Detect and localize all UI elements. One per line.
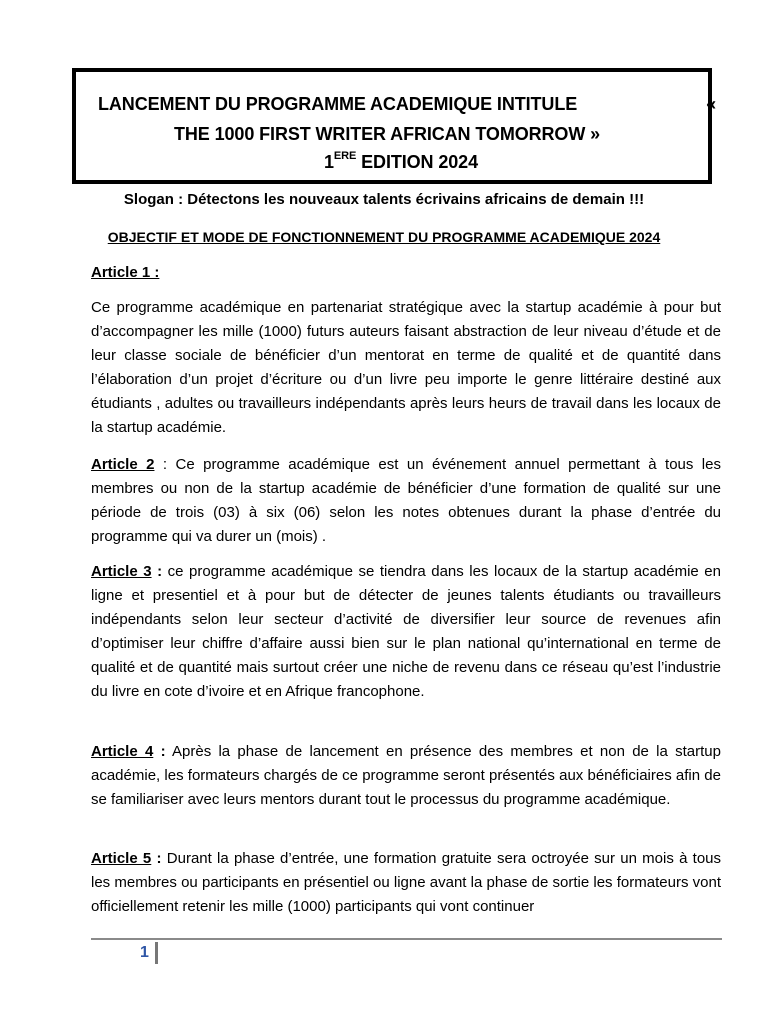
article-4-colon: : (153, 743, 166, 760)
edition-superscript: ERE (333, 150, 357, 162)
article-5 (91, 847, 721, 919)
article-4-text: Après la phase de lancement en présence des membres et non de la startup académie, les formateurs chargés de ce programme seront présentés aux bénéficiaires afin de se familiariser avec leurs mentors durant tout le processus du programme académique. (91, 743, 721, 808)
title-line-2: THE 1000 FIRST WRITER AFRICAN TOMORROW » (174, 124, 601, 144)
article-3-colon: : (151, 563, 163, 580)
article-5-colon: : (151, 850, 162, 867)
title-line-3 (324, 152, 478, 173)
article-1-text: Ce programme académique en partenariat stratégique avec la startup académie à pour but d’accompagner les mille (1000) futurs auteurs faisant abstraction de leur niveau d’étude et de leur classe sociale de bénéficier d’un mentorat en terme de qualité et de quantité dans l’élaboration d’un projet d’écriture ou d’un livre peu importe le genre littéraire destiné aux étudiants , adultes ou travailleurs indépendants après leurs heurs de travail dans les locaux de la startup académie. (91, 299, 721, 436)
title-open-quote: « (706, 94, 716, 114)
article-4-label: Article 4 (91, 743, 154, 760)
title-line-1: LANCEMENT DU PROGRAMME ACADEMIQUE INTITULE (98, 94, 578, 114)
article-1-label: Article 1 : (91, 264, 160, 281)
title-box (72, 68, 716, 184)
slogan: Slogan : Détectons les nouveaux talents écrivains africains de demain !!! (123, 191, 645, 208)
article-5-label: Article 5 (91, 850, 152, 867)
article-4 (91, 740, 721, 812)
page-number-bar (155, 942, 158, 964)
footer-divider (91, 938, 722, 940)
article-2-text: Ce programme académique est un événement annuel permettant à tous les membres ou non de la startup académie de bénéficier d’une formation de qualité sur une période de trois (03) à six (06) selon les notes obtenues durant la phase d’entrée du programme qui va durer un (mois) . (91, 456, 721, 545)
edition-text: EDITION 2024 (356, 152, 478, 172)
article-3-text: ce programme académique se tiendra dans les locaux de la startup académie en ligne et presentiel et à pour but de détecter de jeunes talents étudiants ou travailleurs indépendants selon leur secteur d’activité de diversifier leur source de revenues afin d’optimiser leur chiffre d’affaire aussi bien sur le plan national qu’international en terme de qualité et de quantité mais surtout créer une niche de revenu dans ce réseau qu’est l’industrie du livre en cote d’ivoire et en Afrique francophone. (91, 563, 721, 700)
article-2-label: Article 2 (91, 456, 155, 473)
objective-heading: OBJECTIF ET MODE DE FONCTIONNEMENT DU PROGRAMME ACADEMIQUE 2024 (107, 229, 661, 245)
edition-number: 1 (324, 152, 334, 172)
article-2-colon: : (154, 456, 168, 473)
article-3-label: Article 3 (91, 563, 152, 580)
article-3 (91, 560, 721, 704)
article-5-text: Durant la phase d’entrée, une formation gratuite sera octroyée sur un mois à tous les membres ou participants en présentiel ou ligne avant la phase de sortie les formateurs vont officiellement retenir les mille (1000) participants qui vont continuer (91, 850, 722, 915)
article-2 (91, 453, 721, 549)
page-number: 1 (140, 944, 149, 961)
